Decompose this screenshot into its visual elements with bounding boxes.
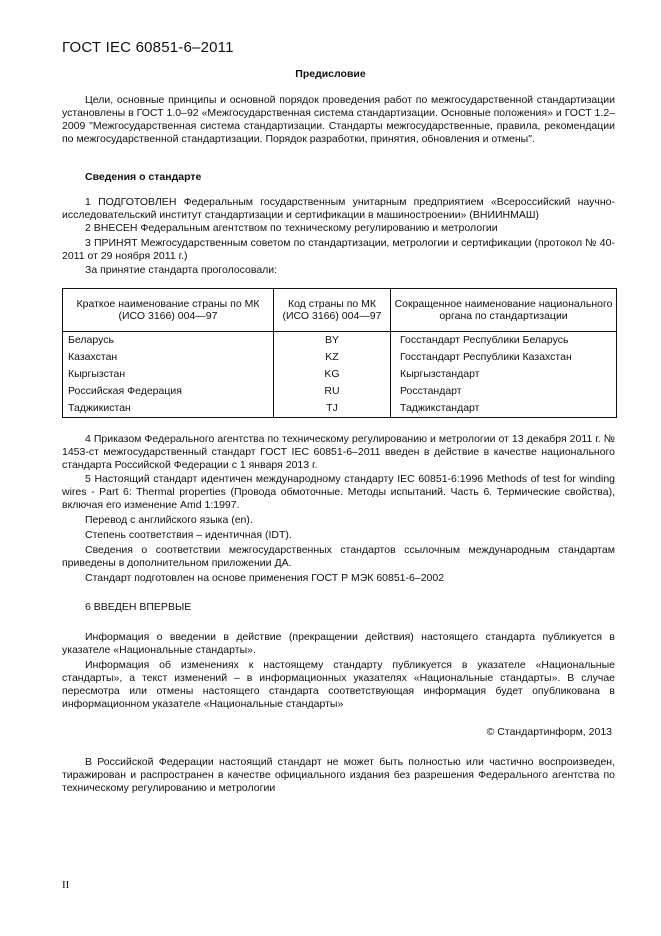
table-cell-body: Таджикстандарт xyxy=(391,400,617,418)
table-row xyxy=(63,383,617,400)
table-cell-code: KG xyxy=(274,366,391,383)
item-4-paragraph: 4 Приказом Федерального агентства по техническому регулированию и метрологии от 13 декабря 2011 г. № 1453-ст межгосударственный стандарт ГОСТ IEC 60851-6–2011 введен в действие в качестве национального стандарта Российской Федерации с 1 января 2013 г. xyxy=(62,433,615,471)
table-row xyxy=(63,366,617,383)
table-row xyxy=(63,400,617,418)
item-1-paragraph: 1 ПОДГОТОВЛЕН Федеральным государственным унитарным предприятием «Всероссийский научно-исследовательский институт стандартизации и сертификации в машиностроении» (ВНИИНМАШ) xyxy=(62,196,615,221)
rf-notice: В Российской Федерации настоящий стандарт не может быть полностью или частично воспроизведен, тиражирован и распространен в качестве официального издания без разрешения Федерального агентства по техническому регулированию и метрологии xyxy=(62,756,615,794)
references-note: Сведения о соответствии межгосударственных стандартов ссылочным международным стандартам приведены в дополнительном приложении ДА. xyxy=(62,544,615,569)
voting-table xyxy=(62,288,617,418)
section-heading: Сведения о стандарте xyxy=(85,171,202,183)
table-cell-body: Кыргызстандарт xyxy=(391,366,617,383)
page-title: Предисловие xyxy=(295,68,366,80)
page-number: II xyxy=(62,879,70,891)
table-cell-code: KZ xyxy=(274,349,391,366)
table-cell-country: Кыргызстан xyxy=(63,366,274,383)
prepared-note: Стандарт подготовлен на основе применения ГОСТ Р МЭК 60851-6–2002 xyxy=(85,572,445,584)
table-cell-country: Казахстан xyxy=(63,349,274,366)
document-header: ГОСТ IEC 60851-6–2011 xyxy=(62,39,234,56)
table-cell-country: Таджикистан xyxy=(63,400,274,418)
table-cell-code: RU xyxy=(274,383,391,400)
table-cell-country: Российская Федерация xyxy=(63,383,274,400)
info-paragraph-1: Информация о введении в действие (прекращении действия) настоящего стандарта публикуется в указателе «Национальные стандарты». xyxy=(62,631,615,656)
item-6-paragraph: 6 ВВЕДЕН ВПЕРВЫЕ xyxy=(85,601,192,613)
table-cell-code: TJ xyxy=(274,400,391,418)
translation-note: Перевод с английского языка (en). xyxy=(85,514,253,526)
info-paragraph-2: Информация об изменениях к настоящему стандарту публикуется в указателе «Национальные стандарты», а текст изменений – в информационных указателях «Национальные стандарты». В случае пересмотра или отмены настоящего стандарта соответствующая информация будет опубликована в информационном указателе «Национальные стандарты» xyxy=(62,659,615,710)
item-3-paragraph: 3 ПРИНЯТ Межгосударственным советом по стандартизации, метрологии и сертификации (протокол № 40-2011 от 29 ноября 2011 г.) xyxy=(62,237,615,262)
table-row xyxy=(63,349,617,366)
table-cell-body: Росстандарт xyxy=(391,383,617,400)
table-cell-body: Госстандарт Республики Беларусь xyxy=(391,332,617,350)
table-cell-country: Беларусь xyxy=(63,332,274,350)
vote-paragraph: За принятие стандарта проголосовали: xyxy=(85,264,278,276)
table-header-country: Краткое наименование страны по МК (ИСО 3166) 004—97 xyxy=(63,289,274,332)
table-cell-body: Госстандарт Республики Казахстан xyxy=(391,349,617,366)
table-header-body: Сокращенное наименование национального органа по стандартизации xyxy=(391,289,617,332)
table-cell-code: BY xyxy=(274,332,391,350)
table-row xyxy=(63,332,617,350)
degree-note: Степень соответствия – идентичная (IDT). xyxy=(85,529,292,541)
item-5-paragraph: 5 Настоящий стандарт идентичен международному стандарту IEC 60851-6:1996 Methods of test for winding wires - Part 6: Thermal properties (Провода обмоточные. Методы испытаний. Часть 6. Термические свойства), включая его изменение Amd 1:1997. xyxy=(62,473,615,511)
table-header-row xyxy=(63,289,617,332)
item-2-paragraph: 2 ВНЕСЕН Федеральным агентством по техническому регулированию и метрологии xyxy=(85,222,498,234)
intro-paragraph: Цели, основные принципы и основной порядок проведения работ по межгосударственной стандартизации установлены в ГОСТ 1.0–92 «Межгосударственная система стандартизации. Основные положения» и ГОСТ 1.2–2009 "Межгосударственная система стандартизации. Стандарты межгосударственные, правила, рекомендации по межгосударственной стандартизации. Порядок разработки, принятия, обновления и отмены". xyxy=(62,94,615,145)
table-header-code: Код страны по МК (ИСО 3166) 004—97 xyxy=(274,289,391,332)
copyright: © Стандартинформ, 2013 xyxy=(486,726,612,738)
